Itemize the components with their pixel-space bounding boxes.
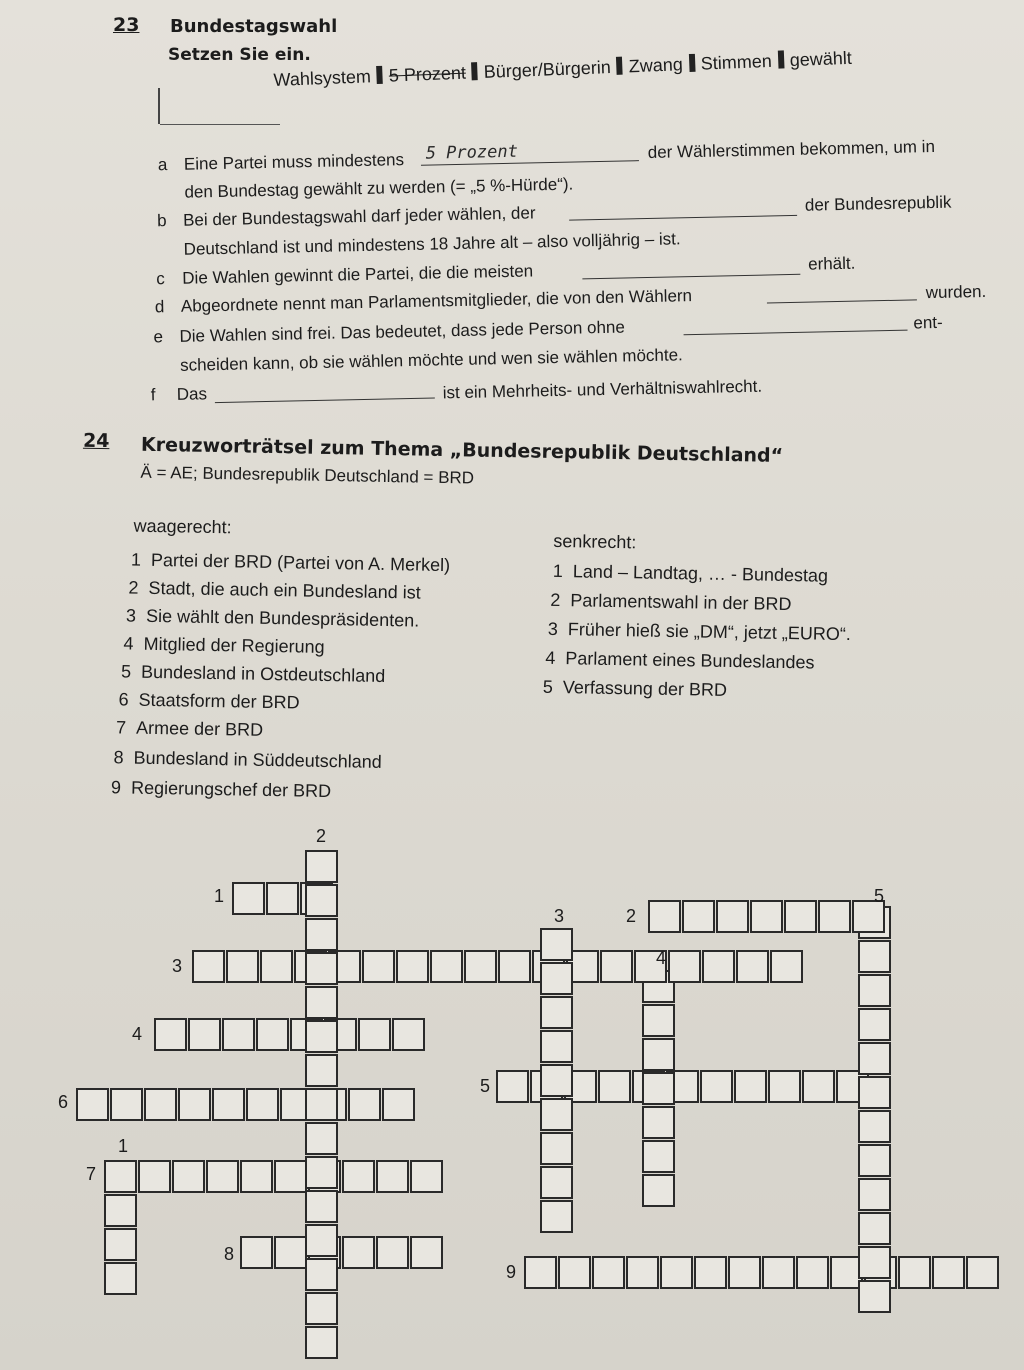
- item-b-text: Bei der Bundestagswahl darf jeder wählen, der: [182, 203, 536, 230]
- crossword-cell-down-3[interactable]: [540, 1132, 573, 1165]
- crossword-cell-across-3[interactable]: [192, 950, 225, 983]
- crossword-cell-across-3[interactable]: [702, 950, 735, 983]
- crossword-cell-down-3[interactable]: [540, 928, 573, 961]
- crossword-cell-down-4[interactable]: [642, 1174, 675, 1207]
- item-d-letter: d: [154, 297, 165, 317]
- down-clue-5: 5 Verfassung der BRD: [542, 676, 728, 700]
- crossword-cell-across-7[interactable]: [172, 1160, 205, 1193]
- crossword-cell-across-6[interactable]: [348, 1088, 381, 1121]
- crossword-cell-across-7[interactable]: [410, 1160, 443, 1193]
- crossword-cell-down-4[interactable]: [642, 1106, 675, 1139]
- crossword-cell-down-2[interactable]: [305, 1224, 338, 1257]
- across-clue-6: 6 Staatsform der BRD: [118, 689, 300, 713]
- crossword-cell-across-8[interactable]: [410, 1236, 443, 1269]
- crossword-cell-across-6[interactable]: [246, 1088, 279, 1121]
- crossword-cell-across-1[interactable]: [232, 882, 265, 915]
- crossword-cell-across-5[interactable]: [496, 1070, 529, 1103]
- crossword-cell-down-1[interactable]: [104, 1194, 137, 1227]
- item-e-text-after: ent-: [913, 312, 943, 333]
- crossword-cell-across-3[interactable]: [226, 950, 259, 983]
- crossword-cell-across-7[interactable]: [342, 1160, 375, 1193]
- item-f-text-after: ist ein Mehrheits- und Verhältniswahlrecht.: [442, 376, 763, 403]
- crossword-cell-down-2[interactable]: [305, 952, 338, 985]
- grid-number-down-3: 3: [554, 906, 565, 926]
- crossword-cell-down-1[interactable]: [104, 1228, 137, 1261]
- item-a-text-after: der Wählerstimmen bekommen, um in: [647, 136, 936, 162]
- crossword-cell-across-9[interactable]: [728, 1256, 761, 1289]
- crossword-cell-across-4[interactable]: [358, 1018, 391, 1051]
- grid-number-down-5: 5: [874, 886, 885, 906]
- crossword-cell-across-9[interactable]: [592, 1256, 625, 1289]
- crossword-cell-down-2[interactable]: [305, 1292, 338, 1325]
- crossword-cell-down-4[interactable]: [642, 1140, 675, 1173]
- across-clue-8: 8 Bundesland in Süddeutschland: [113, 747, 382, 772]
- crossword-cell-across-5[interactable]: [598, 1070, 631, 1103]
- crossword-cell-across-7[interactable]: [138, 1160, 171, 1193]
- grid-number-across-6: 6: [58, 1092, 69, 1112]
- crossword-cell-across-6[interactable]: [178, 1088, 211, 1121]
- grid-number-across-4: 4: [132, 1024, 143, 1044]
- crossword-cell-down-4[interactable]: [642, 1072, 675, 1105]
- crossword-cell-across-9[interactable]: [694, 1256, 727, 1289]
- crossword-cell-across-9[interactable]: [898, 1256, 931, 1289]
- crossword-cell-across-5[interactable]: [768, 1070, 801, 1103]
- crossword-cell-across-2[interactable]: [716, 900, 749, 933]
- crossword-cell-across-9[interactable]: [762, 1256, 795, 1289]
- crossword-cell-across-9[interactable]: [626, 1256, 659, 1289]
- crossword-cell-down-5[interactable]: [858, 1008, 891, 1041]
- crossword-cell-down-5[interactable]: [858, 974, 891, 1007]
- crossword-cell-across-3[interactable]: [736, 950, 769, 983]
- crossword-cell-down-2[interactable]: [305, 986, 338, 1019]
- word-bank-item: gewählt: [789, 47, 853, 71]
- crossword-cell-down-5[interactable]: [858, 1144, 891, 1177]
- item-f-letter: f: [150, 385, 156, 405]
- down-clue-1: 1 Land – Landtag, … - Bundestag: [552, 560, 829, 586]
- grid-number-across-2: 2: [626, 906, 637, 926]
- down-clue-3: 3 Früher hieß sie „DM“, jetzt „EURO“.: [547, 618, 852, 645]
- item-e-text: Die Wahlen sind frei. Das bedeutet, dass jede Person ohne: [179, 317, 626, 346]
- crossword-cell-across-8[interactable]: [274, 1236, 307, 1269]
- crossword-cell-across-9[interactable]: [660, 1256, 693, 1289]
- item-a-line2: den Bundestag gewählt zu werden (= „5 %-Hürde“).: [184, 174, 574, 202]
- crossword-cell-down-5[interactable]: [858, 1042, 891, 1075]
- crossword-cell-down-3[interactable]: [540, 1166, 573, 1199]
- crossword-cell-across-2[interactable]: [818, 900, 851, 933]
- word-bank-item-crossed: 5 Prozent: [388, 62, 467, 86]
- across-clue-2: 2 Stadt, die auch ein Bundesland ist: [128, 577, 421, 603]
- crossword-cell-across-2[interactable]: [648, 900, 681, 933]
- down-clue-2: 2 Parlamentswahl in der BRD: [550, 589, 792, 615]
- crossword-cell-across-4[interactable]: [392, 1018, 425, 1051]
- crossword-cell-across-4[interactable]: [188, 1018, 221, 1051]
- crossword-cell-across-9[interactable]: [932, 1256, 965, 1289]
- crossword-cell-across-5[interactable]: [700, 1070, 733, 1103]
- crossword-cell-across-3[interactable]: [362, 950, 395, 983]
- word-bank-item: Wahlsystem: [273, 66, 372, 91]
- word-bank-item: Bürger/Bürgerin: [483, 57, 612, 82]
- crossword-cell-across-7[interactable]: [206, 1160, 239, 1193]
- crossword-cell-across-8[interactable]: [376, 1236, 409, 1269]
- crossword-cell-down-4[interactable]: [642, 1004, 675, 1037]
- crossword-cell-across-9[interactable]: [524, 1256, 557, 1289]
- crossword-cell-across-6[interactable]: [76, 1088, 109, 1121]
- item-d-text: Abgeordnete nennt man Parlamentsmitglieder, die von den Wählern: [180, 286, 693, 316]
- crossword-cell-down-2[interactable]: [305, 1054, 338, 1087]
- crossword-cell-across-6[interactable]: [110, 1088, 143, 1121]
- crossword-cell-across-7[interactable]: [274, 1160, 307, 1193]
- exercise-24-subtitle: Ä = AE; Bundesrepublik Deutschland = BRD: [140, 462, 475, 488]
- crossword-cell-down-2[interactable]: [305, 1156, 338, 1189]
- exercise-23-number: 23: [113, 14, 140, 36]
- grid-number-down-4: 4: [656, 948, 667, 968]
- crossword-cell-across-2[interactable]: [750, 900, 783, 933]
- item-b-letter: b: [156, 211, 167, 231]
- crossword-cell-down-5[interactable]: [858, 1076, 891, 1109]
- crossword-cell-across-9[interactable]: [966, 1256, 999, 1289]
- crossword-cell-down-3[interactable]: [540, 1098, 573, 1131]
- item-a-text: Eine Partei muss mindestens: [183, 150, 405, 174]
- grid-number-across-8: 8: [224, 1244, 235, 1264]
- crossword-cell-across-4[interactable]: [256, 1018, 289, 1051]
- word-bank-item: Zwang: [628, 54, 684, 77]
- across-clue-4: 4 Mitglied der Regierung: [123, 633, 325, 657]
- crossword-cell-across-3[interactable]: [464, 950, 497, 983]
- across-heading: waagerecht:: [133, 515, 232, 538]
- crossword-cell-down-5[interactable]: [858, 1110, 891, 1143]
- crossword-cell-across-8[interactable]: [342, 1236, 375, 1269]
- crossword-cell-across-6[interactable]: [212, 1088, 245, 1121]
- item-f-text: Das: [176, 384, 208, 404]
- exercise-24-title: Kreuzworträtsel zum Thema „Bundesrepublik Deutschland“: [140, 433, 784, 467]
- across-clue-1: 1 Partei der BRD (Partei von A. Merkel): [130, 549, 451, 576]
- across-clue-5: 5 Bundesland in Ostdeutschland: [120, 661, 386, 687]
- crossword-cell-down-5[interactable]: [858, 1246, 891, 1279]
- crossword-cell-across-3[interactable]: [396, 950, 429, 983]
- crossword-cell-down-5[interactable]: [858, 940, 891, 973]
- crossword-cell-down-2[interactable]: [305, 1088, 338, 1121]
- word-bank-item: Stimmen: [700, 50, 773, 74]
- crossword-cell-down-3[interactable]: [540, 962, 573, 995]
- crossword-cell-across-3[interactable]: [430, 950, 463, 983]
- crossword-cell-down-2[interactable]: [305, 884, 338, 917]
- crossword-cell-down-5[interactable]: [858, 1178, 891, 1211]
- crossword-cell-across-4[interactable]: [222, 1018, 255, 1051]
- across-clue-7: 7 Armee der BRD: [115, 717, 264, 740]
- crossword-cell-across-3[interactable]: [260, 950, 293, 983]
- grid-number-across-1: 1: [214, 886, 225, 906]
- item-c-letter: c: [156, 269, 165, 289]
- item-b-line2: Deutschland ist und mindestens 18 Jahre alt – also volljährig – ist.: [183, 229, 681, 259]
- across-clue-9: 9 Regierungschef der BRD: [110, 777, 332, 802]
- crossword-cell-down-3[interactable]: [540, 1200, 573, 1233]
- item-d-text-after: wurden.: [925, 281, 987, 303]
- crossword-cell-across-8[interactable]: [240, 1236, 273, 1269]
- exercise-23-title: Bundestagswahl: [170, 16, 338, 37]
- crossword-cell-across-2[interactable]: [784, 900, 817, 933]
- item-c-text-after: erhält.: [807, 253, 856, 274]
- item-a-handwritten-answer: 5 Prozent: [425, 141, 519, 164]
- grid-number-across-7: 7: [86, 1164, 97, 1184]
- crossword-cell-down-4[interactable]: [642, 1038, 675, 1071]
- crossword-cell-across-4[interactable]: [154, 1018, 187, 1051]
- crossword-cell-across-6[interactable]: [144, 1088, 177, 1121]
- crossword-cell-across-3[interactable]: [498, 950, 531, 983]
- crossword-cell-across-6[interactable]: [382, 1088, 415, 1121]
- crossword-cell-down-2[interactable]: [305, 1020, 338, 1053]
- crossword-cell-down-5[interactable]: [858, 1280, 891, 1313]
- down-clue-4: 4 Parlament eines Bundeslandes: [545, 647, 815, 673]
- crossword-cell-across-3[interactable]: [770, 950, 803, 983]
- crossword-cell-down-2[interactable]: [305, 1326, 338, 1359]
- across-clue-3: 3 Sie wählt den Bundespräsidenten.: [125, 605, 420, 631]
- item-e-line2: scheiden kann, ob sie wählen möchte und wen sie wählen möchte.: [179, 345, 683, 375]
- crossword-cell-down-1[interactable]: [104, 1160, 137, 1193]
- crossword-cell-across-2[interactable]: [682, 900, 715, 933]
- crossword-cell-down-2[interactable]: [305, 1258, 338, 1291]
- item-a-letter: a: [157, 155, 168, 175]
- crossword-cell-across-7[interactable]: [376, 1160, 409, 1193]
- crossword-cell-across-3[interactable]: [600, 950, 633, 983]
- crossword-cell-down-3[interactable]: [540, 996, 573, 1029]
- crossword-cell-across-5[interactable]: [802, 1070, 835, 1103]
- exercise-23-instruction: Setzen Sie ein.: [168, 45, 311, 65]
- grid-number-across-3: 3: [172, 956, 183, 976]
- item-b-text-after: der Bundesrepublik: [804, 192, 952, 215]
- crossword-cell-down-2[interactable]: [305, 918, 338, 951]
- crossword-cell-down-2[interactable]: [305, 1122, 338, 1155]
- crossword-cell-down-1[interactable]: [104, 1262, 137, 1295]
- item-e-letter: e: [153, 327, 164, 347]
- item-c-text: Die Wahlen gewinnt die Partei, die die meisten: [182, 261, 534, 288]
- crossword-cell-down-5[interactable]: [858, 1212, 891, 1245]
- crossword-cell-down-3[interactable]: [540, 1030, 573, 1063]
- crossword-cell-down-3[interactable]: [540, 1064, 573, 1097]
- crossword-cell-across-5[interactable]: [734, 1070, 767, 1103]
- crossword-cell-down-2[interactable]: [305, 850, 338, 883]
- crossword-cell-across-7[interactable]: [240, 1160, 273, 1193]
- grid-number-across-5: 5: [480, 1076, 491, 1096]
- crossword-cell-across-9[interactable]: [558, 1256, 591, 1289]
- crossword-cell-down-2[interactable]: [305, 1190, 338, 1223]
- exercise-24-number: 24: [82, 429, 110, 453]
- grid-number-across-9: 9: [506, 1262, 517, 1282]
- crossword-cell-across-1[interactable]: [266, 882, 299, 915]
- crossword-cell-across-3[interactable]: [668, 950, 701, 983]
- grid-number-down-1: 1: [118, 1136, 129, 1156]
- grid-number-down-2: 2: [316, 826, 327, 846]
- down-heading: senkrecht:: [553, 530, 637, 553]
- crossword-cell-across-9[interactable]: [796, 1256, 829, 1289]
